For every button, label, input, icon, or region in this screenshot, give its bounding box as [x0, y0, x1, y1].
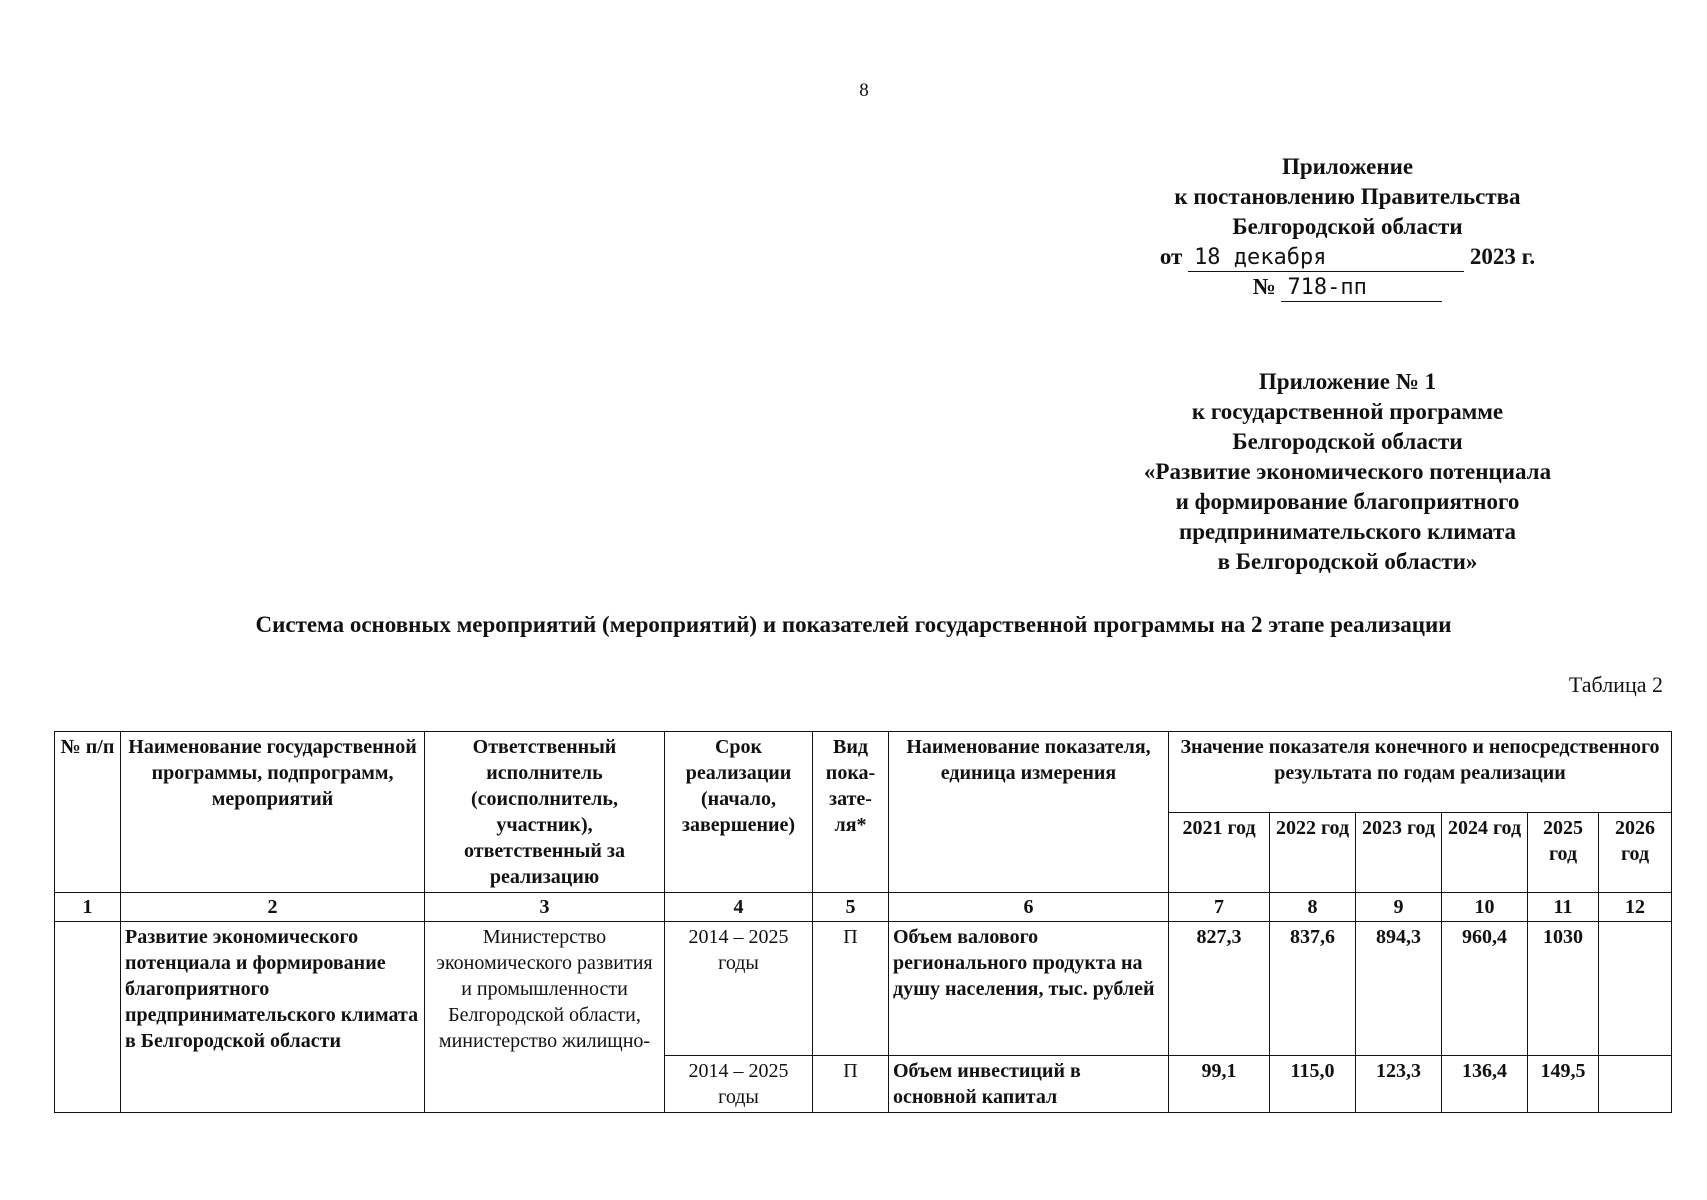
executor-cell: Министерство экономического развития и промышленности Белгородской области, министерство жилищно-	[425, 922, 665, 1113]
column-number: 6	[889, 893, 1169, 922]
header-num: № п/п	[55, 732, 121, 893]
appendix-line-6: предпринимательского климата	[1178, 519, 1517, 544]
column-number: 7	[1169, 893, 1270, 922]
type-cell: П	[813, 1056, 889, 1113]
date-prefix: от	[1159, 244, 1183, 269]
appendix-line-3: Белгородской области	[1232, 429, 1463, 454]
date-suffix: 2023 г.	[1469, 244, 1536, 269]
value-cell	[1599, 1056, 1672, 1113]
column-number: 3	[425, 893, 665, 922]
column-number: 8	[1270, 893, 1356, 922]
appendix-line-2: к государственной программе	[1191, 399, 1504, 424]
table-row	[55, 922, 1672, 1056]
value-cell: 960,4	[1442, 922, 1528, 1056]
header-executor: Ответственный исполнитель (соисполнитель, участник), ответственный за реализацию	[425, 732, 665, 893]
program-name-cell: Развитие экономического потенциала и формирование благоприятного предпринимательского климата в Белгородской области	[121, 922, 425, 1113]
header-indicator: Наименование показателя, единица измерения	[889, 732, 1169, 893]
header-period: Срок реализации (начало, завершение)	[665, 732, 813, 893]
header-values-group: Значение показателя конечного и непосредственного результата по годам реализации	[1169, 732, 1672, 813]
column-number-row	[55, 893, 1672, 922]
column-number: 1	[55, 893, 121, 922]
column-number: 10	[1442, 893, 1528, 922]
indicators-table	[54, 731, 1672, 1113]
row-num-cell	[55, 922, 121, 1113]
value-cell	[1599, 922, 1672, 1056]
column-number: 11	[1528, 893, 1599, 922]
value-cell: 1030	[1528, 922, 1599, 1056]
approval-number-line	[1100, 272, 1595, 302]
approval-line-2: к постановлению Правительства	[1174, 184, 1521, 209]
date-value: 18 декабря	[1188, 245, 1464, 272]
value-cell: 136,4	[1442, 1056, 1528, 1113]
column-number: 4	[665, 893, 813, 922]
approval-line-1: Приложение	[1281, 154, 1414, 179]
value-cell: 99,1	[1169, 1056, 1270, 1113]
number-value: 718-пп	[1281, 275, 1442, 302]
document-title: Система основных мероприятий (мероприятий) и показателей государственной программы на 2 этапе реализации	[255, 612, 1452, 637]
column-number: 2	[121, 893, 425, 922]
value-cell: 827,3	[1169, 922, 1270, 1056]
value-cell: 894,3	[1356, 922, 1442, 1056]
header-year: 2021 год	[1169, 812, 1270, 893]
appendix-line-1: Приложение № 1	[1258, 369, 1437, 394]
appendix-block	[1100, 367, 1595, 577]
period-cell: 2014 – 2025 годы	[665, 1056, 813, 1113]
appendix-line-7: в Белгородской области»	[1217, 549, 1478, 574]
value-cell: 149,5	[1528, 1056, 1599, 1113]
header-type: Вид пока-зате-ля*	[813, 732, 889, 893]
column-number: 9	[1356, 893, 1442, 922]
approval-block	[1100, 152, 1595, 302]
header-year: 2025 год	[1528, 812, 1599, 893]
page-number: 8	[859, 80, 869, 101]
header-year: 2026 год	[1599, 812, 1672, 893]
header-year: 2023 год	[1356, 812, 1442, 893]
appendix-line-5: и формирование благоприятного	[1175, 489, 1520, 514]
indicator-cell: Объем валового регионального продукта на душу населения, тыс. рублей	[889, 922, 1169, 1056]
indicator-cell: Объем инвестиций в основной капитал	[889, 1056, 1169, 1113]
type-cell: П	[813, 922, 889, 1056]
value-cell: 115,0	[1270, 1056, 1356, 1113]
table-label: Таблица 2	[1568, 672, 1663, 697]
column-number: 12	[1599, 893, 1672, 922]
appendix-line-4: «Развитие экономического потенциала	[1143, 459, 1552, 484]
approval-line-3: Белгородской области	[1232, 214, 1463, 239]
period-cell: 2014 – 2025 годы	[665, 922, 813, 1056]
value-cell: 837,6	[1270, 922, 1356, 1056]
header-year: 2024 год	[1442, 812, 1528, 893]
number-prefix: №	[1252, 274, 1276, 299]
column-number: 5	[813, 893, 889, 922]
value-cell: 123,3	[1356, 1056, 1442, 1113]
approval-date-line	[1100, 242, 1595, 272]
header-year: 2022 год	[1270, 812, 1356, 893]
header-name: Наименование государственной программы, подпрограмм, мероприятий	[121, 732, 425, 893]
